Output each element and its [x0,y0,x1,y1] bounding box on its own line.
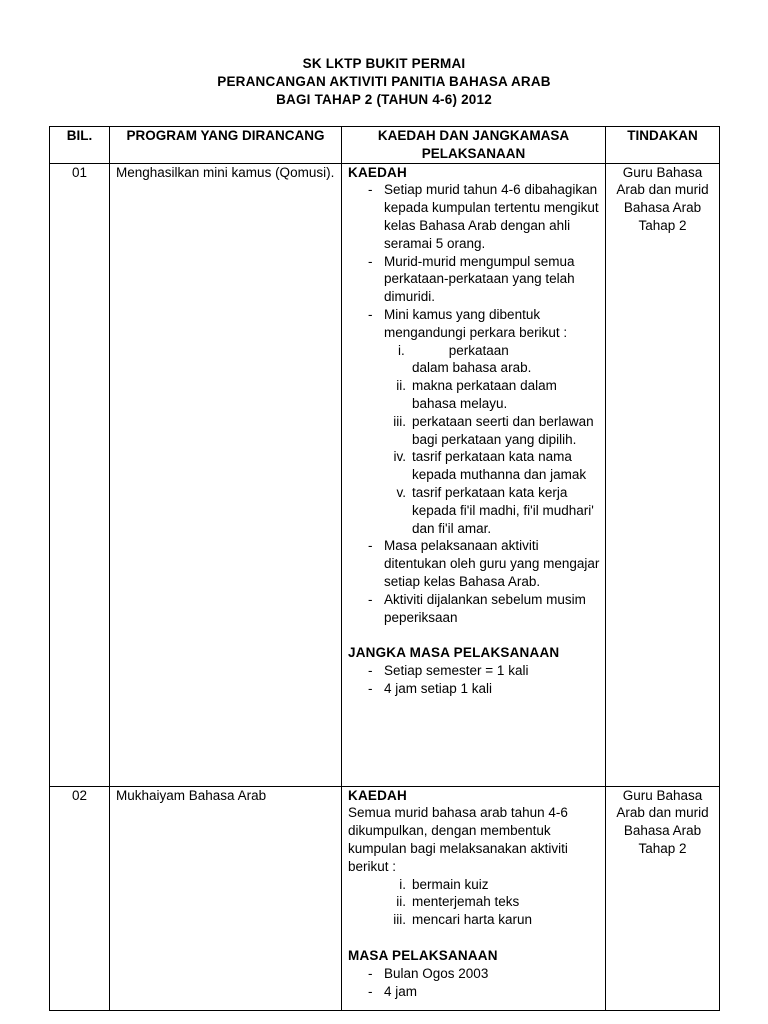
list-item: - Setiap semester = 1 kali [368,663,529,679]
list-item: - Mini kamus yang dibentuk mengandungi perkara berikut : [368,306,568,340]
table-row [50,786,720,1010]
list-item: - Murid-murid mengumpul semua perkataan-perkataan yang telah dimuridi. [368,253,575,305]
program-name: Menghasilkan mini kamus (Qomusi). [110,163,342,786]
roman-list-item: iii. perkataan seerti dan berlawan bagi perkataan yang dipilih. [393,413,594,447]
list-item: - Aktiviti dijalankan sebelum musim peperiksaan [368,591,586,625]
kaedah-heading: KAEDAH [348,787,407,803]
col-header-bil: BIL. [50,127,110,164]
roman-list-item: i. perkataan dalam bahasa arab. [398,342,532,376]
roman-list-item: v. tasrif perkataan kata kerja kepada fi'il madhi, fi'il mudhari' dan fi'il amar. [396,484,594,536]
program-name: Mukhaiyam Bahasa Arab [110,786,342,1010]
kaedah-intro: Semua murid bahasa arab tahun 4-6 dikumpulkan, dengan membentuk kumpulan bagi melaksanakan aktiviti berikut : [348,805,568,874]
roman-list-item: iii. mencari harta karun [393,912,533,928]
col-header-program: PROGRAM YANG DIRANCANG [110,127,342,164]
document-title [0,55,768,109]
plan-title: PERANCANGAN AKTIVITI PANITIA BAHASA ARAB [217,74,551,89]
masa-pelaksanaan-heading: MASA PELAKSANAAN [348,947,498,963]
col-header-kaedah: KAEDAH DAN JANGKAMASA PELAKSANAAN [342,127,606,164]
list-item: - Setiap murid tahun 4-6 dibahagikan kepada kumpulan tertentu mengikut kelas Bahasa Arab dengan ahli seramai 5 orang. [368,182,599,251]
table-row [50,163,720,786]
col-header-tindakan: TINDAKAN [606,127,720,164]
roman-list-item: ii. makna perkataan dalam bahasa melayu. [396,378,557,411]
kaedah-heading: KAEDAH [348,164,407,180]
kaedah-cell [342,163,606,786]
school-name: SK LKTP BUKIT PERMAI [302,56,466,71]
plan-subtitle: BAGI TAHAP 2 (TAHUN 4-6) 2012 [276,92,492,107]
kaedah-cell [342,786,606,1010]
list-item: - 4 jam setiap 1 kali [368,680,493,696]
activity-table [49,126,720,1011]
row-number: 02 [50,786,110,1010]
tindakan-cell: Guru Bahasa Arab dan murid Bahasa Arab Tahap 2 [606,786,720,1010]
tindakan-cell: Guru Bahasa Arab dan murid Bahasa Arab Tahap 2 [606,163,720,786]
list-item: - Bulan Ogos 2003 [368,965,489,981]
roman-list-item: ii. menterjemah teks [396,894,520,910]
row-number: 01 [50,163,110,786]
list-item: - 4 jam [368,983,418,999]
jangka-masa-heading: JANGKA MASA PELAKSANAAN [348,645,560,661]
roman-list-item: iv. tasrif perkataan kata nama kepada muthanna dan jamak [393,449,587,483]
roman-list-item: i. bermain kuiz [399,876,489,892]
table-header-row [50,127,720,164]
list-item: - Masa pelaksanaan aktiviti ditentukan oleh guru yang mengajar setiap kelas Bahasa Arab. [368,538,600,589]
